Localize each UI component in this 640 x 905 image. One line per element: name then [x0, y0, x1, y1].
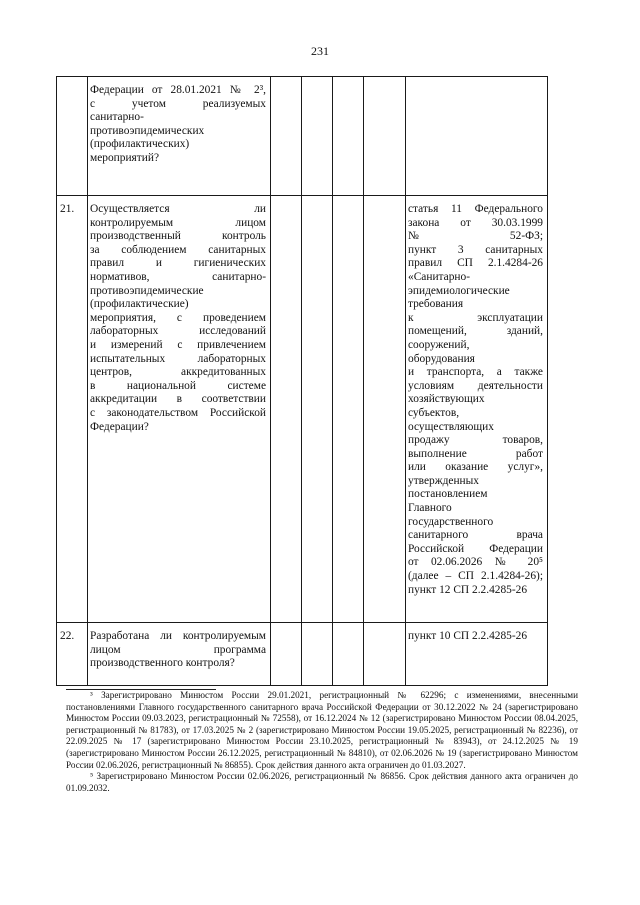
- text-line: осуществляющих: [408, 420, 494, 433]
- text-line: к эксплуатации: [408, 311, 543, 324]
- text-line: санитарно-: [90, 111, 144, 124]
- text-line: правил СП 2.1.4284-26: [408, 257, 543, 270]
- text-line: Главного: [408, 502, 452, 515]
- answer-cell-yes: [271, 77, 302, 196]
- text-line: нормативов, санитарно-: [90, 270, 266, 283]
- comment-cell: [364, 196, 406, 623]
- text-line: условиям деятельности: [408, 379, 543, 392]
- text-line: испытательных лабораторных: [90, 352, 266, 365]
- answer-cell-no: [302, 77, 333, 196]
- text-line: с законодательством Российской: [90, 406, 266, 419]
- question-text: [88, 77, 270, 166]
- page-number: 231: [311, 44, 329, 58]
- answer-cell-na: [333, 623, 364, 686]
- text-line: пункт 10 СП 2.2.4285-26: [408, 630, 528, 642]
- text-line: оборудования: [408, 352, 475, 365]
- text-line: хозяйствующих: [408, 393, 485, 406]
- text-line: государственного: [408, 515, 494, 528]
- text-line: пункт 3 санитарных: [408, 243, 543, 256]
- row-number: [57, 77, 88, 196]
- text-line: выполнение работ: [408, 447, 543, 460]
- text-line: аккредитации в соответствии: [90, 393, 266, 406]
- question-cell: [88, 623, 271, 686]
- footnote-3: ³ Зарегистрировано Минюстом России 29.01.2021, регистрационный № 62296; с изменениями, внесенными постановлениями Главного государственного санитарного врача Российской Федерации от 30.12.2022 № 24 (зарегистрировано Минюстом России 09.03.2023, регистрационный № 72558), от 16.12.2024 № 12 (зарегистрировано Минюстом России 08.04.2025, регистрационный № 81783), от 17.03.2025 № 2 (зарегистрировано Минюстом России 19.05.2025, регистрационный № 82236), от 22.09.2025 № 17 (зарегистрировано Минюстом России 23.10.2025, регистрационный № 83943), от 24.12.2025 № 19 (зарегистрировано Минюстом России 26.12.2025, регистрационный № 84810), от 02.06.2026 № 19 (зарегистрировано Минюстом России 02.06.2026, регистрационный № 86855). Срок действия данного акта ограничен до 01.03.2027.: [66, 690, 578, 770]
- text-line: центров, аккредитованных: [90, 366, 266, 379]
- text-line: (профилактические): [90, 298, 189, 311]
- answer-cell-no: [302, 196, 333, 623]
- text-line: утвержденных: [408, 474, 479, 487]
- table-row: [57, 623, 548, 686]
- answer-cell-na: [333, 77, 364, 196]
- text-line: № 52-ФЗ;: [408, 230, 543, 243]
- answer-cell-no: [302, 623, 333, 686]
- text-line: Федерации?: [90, 420, 149, 433]
- reference-text: [406, 623, 547, 644]
- text-line: сооружений,: [408, 338, 470, 351]
- row-number: 22.: [57, 623, 88, 686]
- text-line: постановлением: [408, 488, 488, 501]
- text-line: пункт 12 СП 2.2.4285-26: [408, 583, 528, 596]
- text-line: мероприятий?: [90, 151, 160, 164]
- text-line: Федерации от 28.01.2021 № 2³,: [90, 84, 266, 96]
- text-line: эпидемиологические: [408, 284, 510, 297]
- text-line: и транспорта, а также: [408, 366, 543, 379]
- text-line: помещений, зданий,: [408, 325, 543, 338]
- footnote-5: ⁵ Зарегистрировано Минюстом России 02.06.2026, регистрационный № 86856. Срок действия данного акта ограничен до 01.09.2032.: [66, 771, 578, 793]
- text-line: субъектов,: [408, 406, 460, 419]
- text-line: (далее – СП 2.1.4284-26);: [408, 570, 543, 583]
- text-line: Разработана ли контролируемым: [90, 630, 266, 642]
- text-line: продажу товаров,: [408, 434, 543, 447]
- text-line: закона от 30.03.1999: [408, 216, 543, 229]
- reference-text: [406, 77, 547, 84]
- answer-cell-yes: [271, 196, 302, 623]
- text-line: лабораторных исследований: [90, 325, 266, 338]
- text-line: противоэпидемических: [90, 124, 205, 137]
- text-line: (профилактических): [90, 138, 190, 151]
- question-cell: [88, 196, 271, 623]
- checklist-table: [56, 76, 548, 686]
- question-cell: [88, 77, 271, 196]
- text-line: мероприятия, с проведением: [90, 311, 266, 324]
- footnotes: [66, 690, 578, 794]
- reference-cell: [406, 196, 548, 623]
- text-line: Российской Федерации: [408, 542, 543, 555]
- text-line: требования: [408, 298, 464, 311]
- text-line: производственный контроль: [90, 230, 266, 243]
- reference-text: [406, 196, 547, 597]
- table-row: [57, 77, 548, 196]
- text-line: и измерений с привлечением: [90, 338, 266, 351]
- comment-cell: [364, 77, 406, 196]
- question-text: [88, 196, 270, 434]
- table-row: [57, 196, 548, 623]
- row-number: 21.: [57, 196, 88, 623]
- text-line: статья 11 Федерального: [408, 203, 543, 215]
- text-line: от 02.06.2026 № 20⁵: [408, 556, 543, 569]
- text-line: «Санитарно-: [408, 270, 470, 283]
- text-line: Осуществляется ли: [90, 203, 266, 215]
- text-line: контролируемым лицом: [90, 216, 266, 229]
- text-line: или оказание услуг»,: [408, 461, 543, 474]
- text-line: правил и гигиенических: [90, 257, 266, 270]
- answer-cell-na: [333, 196, 364, 623]
- text-line: с учетом реализуемых: [90, 97, 266, 110]
- reference-cell: [406, 77, 548, 196]
- text-line: производственного контроля?: [90, 657, 235, 670]
- text-line: санитарного врача: [408, 529, 543, 542]
- comment-cell: [364, 623, 406, 686]
- text-line: противоэпидемические: [90, 284, 204, 297]
- answer-cell-yes: [271, 623, 302, 686]
- text-line: за соблюдением санитарных: [90, 243, 266, 256]
- text-line: в национальной системе: [90, 379, 266, 392]
- question-text: [88, 623, 270, 671]
- reference-cell: [406, 623, 548, 686]
- text-line: лицом программа: [90, 643, 266, 656]
